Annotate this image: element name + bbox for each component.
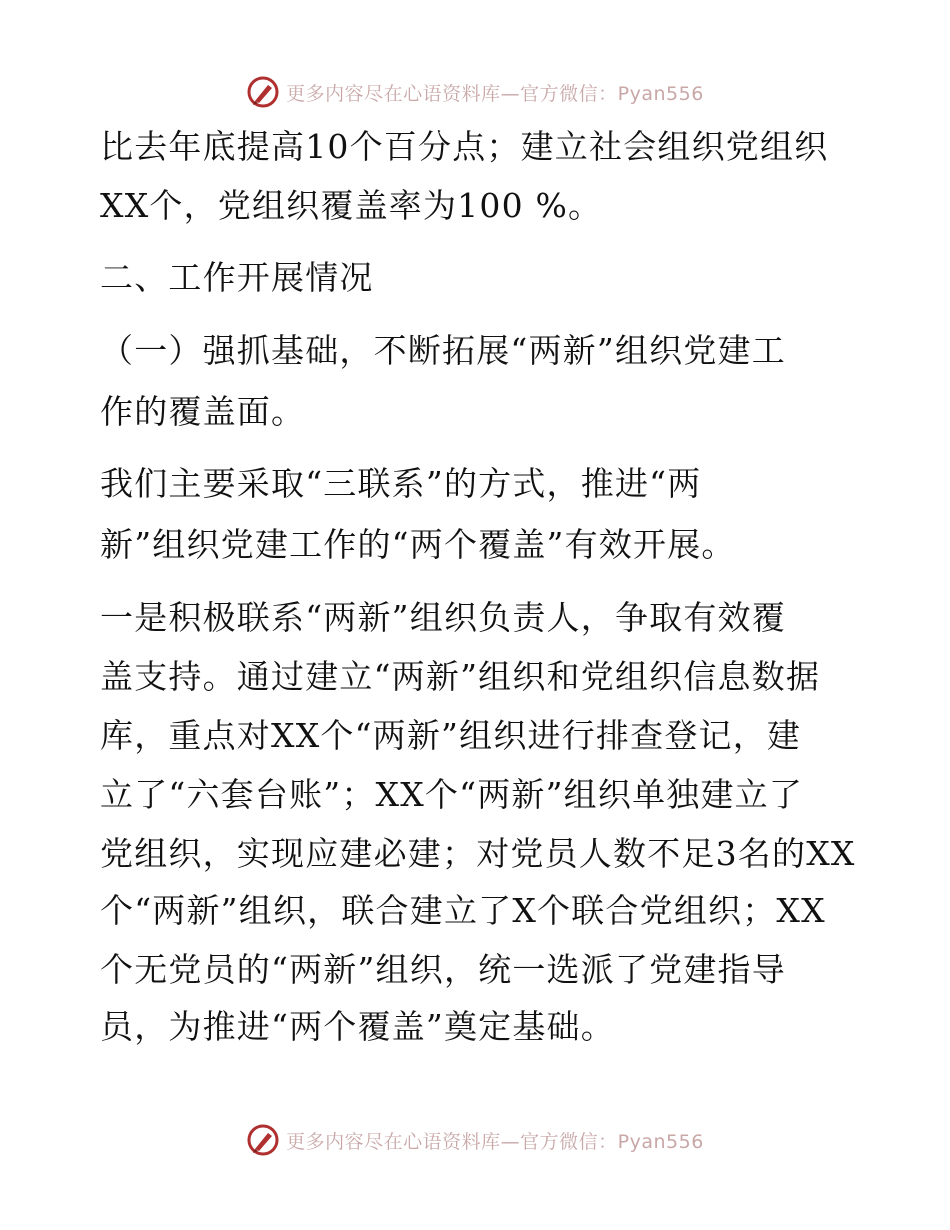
pen-logo-icon [246,1123,280,1157]
subsection-heading: （一）强抓基础，不断拓展“两新”组织党建工 [100,331,786,370]
pen-logo-icon [246,75,280,109]
body-line: 员，为推进“两个覆盖”奠定基础。 [100,1007,615,1046]
body-line: 作的覆盖面。 [100,392,306,431]
watermark-text: 更多内容尽在心语资料库—官方微信：Pyan556 [286,1130,704,1153]
body-line: 个“两新”组织，联合建立了X个联合党组织；XX [100,891,826,930]
body-line: 立了“六套台账”；XX个“两新”组织单独建立了 [100,775,804,814]
footer-watermark [0,1120,950,1160]
body-line: XX个，党组织覆盖率为100 %。 [100,186,603,225]
header-watermark [0,72,950,112]
section-heading: 二、工作开展情况 [100,258,374,297]
body-line: 我们主要采取“三联系”的方式，推进“两 [100,464,702,503]
body-line: 库，重点对XX个“两新”组织进行排查登记，建 [100,716,802,755]
body-line: 个无党员的“两新”组织，统一选派了党建指导 [100,950,786,989]
watermark-text: 更多内容尽在心语资料库—官方微信：Pyan556 [286,82,704,105]
body-line: 党组织，实现应建必建；对党员人数不足3名的XX [100,834,856,873]
body-line: 比去年底提高10个百分点；建立社会组织党组织 [100,127,829,166]
body-line: 新”组织党建工作的“两个覆盖”有效开展。 [100,525,736,564]
body-line: 盖支持。通过建立“两新”组织和党组织信息数据 [100,657,821,696]
body-line: 一是积极联系“两新”组织负责人，争取有效覆 [100,598,786,637]
